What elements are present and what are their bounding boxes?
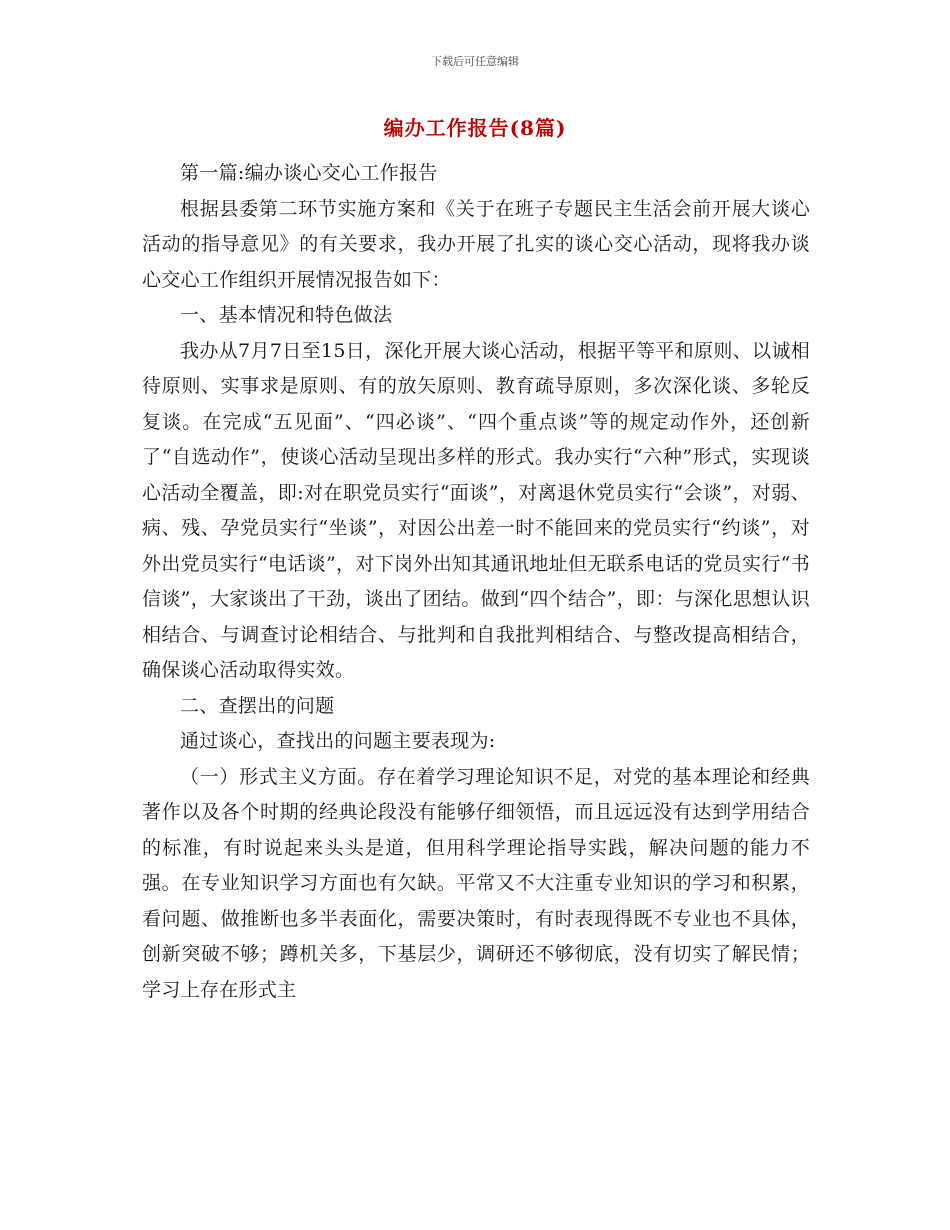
body-paragraph: 根据县委第二环节实施方案和《关于在班子专题民主生活会前开展大谈心活动的指导意见》的有关要求，我办开展了扎实的谈心交心活动，现将我办谈心交心工作组织开展情况报告如下： xyxy=(142,197,810,291)
body-paragraph: 通过谈心，查找出的问题主要表现为: xyxy=(180,730,496,752)
section-heading-basic: 一、基本情况和特色做法 xyxy=(180,304,393,326)
document-title: 编办工作报告(8篇) xyxy=(383,116,567,140)
header-note: 下载后可任意编辑 xyxy=(431,55,519,68)
body-paragraph: （一）形式主义方面。存在着学习理论知识不足，对党的基本理论和经典著作以及各个时期的经典论段没有能够仔细领悟，而且远远没有达到学用结合的标准，有时说起来头头是道，但用科学理论指导实践，解决问题的能力不强。在专业知识学习方面也有欠缺。平常又不大注重专业知识的学习和积累，看问题、做推断也多半表面化，需要决策时，有时表现得既不专业也不具体，创新突破不够；蹲机关多，下基层少，调研还不够彻底，没有切实了解民情；学习上存在形式主 xyxy=(142,765,810,1001)
body-paragraph: 我办从7月7日至15日，深化开展大谈心活动，根据平等平和原则、以诚相待原则、实事求是原则、有的放矢原则、教育疏导原则，多次深化谈、多轮反复谈。在完成“五见面”、“四必谈”、“四个重点谈”等的规定动作外，还创新了“自选动作”，使谈心活动呈现出多样的形式。我办实行“六种”形式，实现谈心活动全覆盖，即:对在职党员实行“面谈”，对离退休党员实行“会谈”，对弱、病、残、孕党员实行“坐谈”，对因公出差一时不能回来的党员实行“约谈”，对外出党员实行“电话谈”，对下岗外出知其通讯地址但无联系电话的党员实行“书信谈”，大家谈出了干劲，谈出了团结。做到“四个结合”，即：与深化思想认识相结合、与调查讨论相结合、与批判和自我批判相结合、与整改提高相结合，确保谈心活动取得实效。 xyxy=(142,339,810,681)
document-body xyxy=(142,156,810,1008)
section-heading-problems: 二、查摆出的问题 xyxy=(180,694,335,717)
section-heading-first: 第一篇:编办谈心交心工作报告 xyxy=(180,162,438,184)
